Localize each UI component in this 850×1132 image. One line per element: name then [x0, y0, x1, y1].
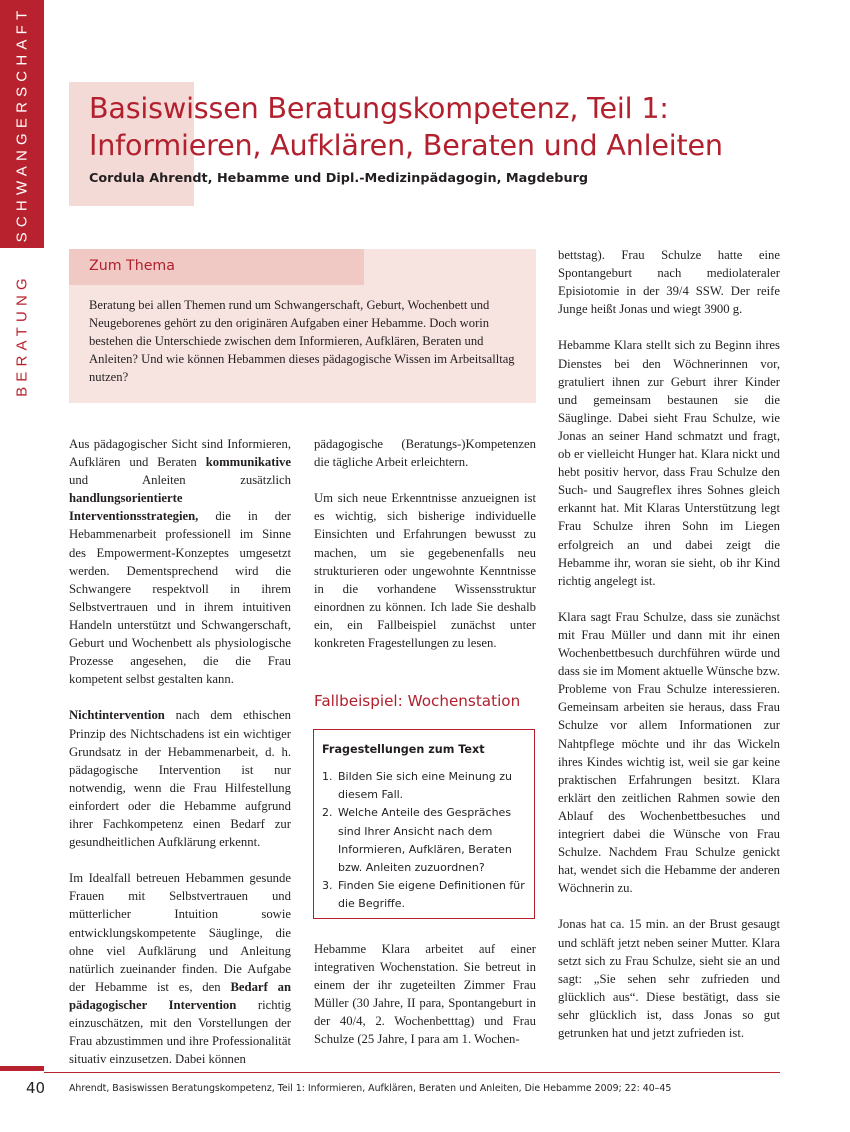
section-label-beratung: BERATUNG: [13, 273, 31, 397]
column-2-continued: [314, 940, 536, 1067]
text-run: und Anleiten zusätzlich: [69, 473, 291, 488]
paragraph: bettstag). Frau Schulze hatte eine Spontangeburt nach mediolateraler Episiotomie in der 39/4 SSW. Der reife Junge heißt Jonas und wiegt 3900 g.: [558, 248, 780, 317]
paragraph: [69, 706, 291, 851]
paragraph: Um sich neue Erkenntnisse anzueignen ist es wichtig, sich bisherige individuelle Einsichten und Erfahrungen bewusst zu machen, um sie gegebenenfalls neu strukturieren oder ungewohnte Kenntnisse in die vorhandene Wissensstruktur einordnen zu können. Ich lade Sie deshalb ein, ein Fallbeispiel zunächst unter konkreten Fragestellungen zu lesen.: [314, 491, 536, 651]
text-run: die in der Hebammenarbeit professionell im Sinne des Empowerment-Konzeptes umgesetzt werden. Dementsprechend wird die Schwangere respektvoll in ihrem Selbstvertrauen und in ihrem intuitiven Handeln unterstützt und Schwangerschaft, Geburt und Wochenbett als physiologische Prozesse angesehen, die die Frau kompetent selbst gestalten kann.: [69, 509, 291, 687]
zum-thema-heading: Zum Thema: [89, 258, 175, 274]
paragraph: [69, 435, 291, 688]
questions-title: Fragestellungen zum Text: [322, 743, 485, 756]
article-title-line1: Basiswissen Beratungskompetenz, Teil 1:: [89, 91, 669, 125]
paragraph: Jonas hat ca. 15 min. an der Brust gesaugt und schläft jetzt neben seiner Mutter. Klara setzt sich zu Frau Schulze, sieht sie an und sagt: „Sie sehen sehr zufrieden und glücklich aus“. Diese bestätigt, dass sie sehr glücklich ist, dass Jonas so gut getrunken hat und jetzt zufrieden ist.: [558, 917, 780, 1041]
text-run: richtig einzuschätzen, mit den Vorstellungen der Frau abzustimmen und ihre Professionalität situativ einzusetzen. Dabei können: [69, 997, 291, 1067]
paragraph: pädagogische (Beratungs-)Kompetenzen die tägliche Arbeit erleichtern.: [314, 437, 536, 470]
zum-thema-text: Beratung bei allen Themen rund um Schwangerschaft, Geburt, Wochenbett und Neugeborenes gehört zu den originären Aufgaben einer Hebamme. Doch worin bestehen die Unterschiede zwischen dem Informieren, Aufklären, Beraten und Anleiten? Und wie können Hebammen dieses pädagogische Wissen im Arbeitsalltag nutzen?: [89, 298, 515, 385]
paragraph: Hebamme Klara arbeitet auf einer integrativen Wochenstation. Sie betreut in einem der ihr zugeteilten Zimmer Frau Müller (30 Jahre, II para, Spontangeburt in der 40/4, 2. Wochenbetttag) und Frau Schulze (25 Jahre, I para am 1. Wochen-: [314, 942, 536, 1047]
column-2: [314, 435, 536, 670]
text-run: nach dem ethischen Prinzip des Nichtschadens ist ein wichtiger Grundsatz in der Hebammenarbeit, d. h. pädagogische Intervention ist nur notwendig, wenn die Frau Hilfestellung einfordert oder die Hebamme aufgrund ihrer Fachkompetenz einen Bedarf zur gesundheitlichen Aufklärung erkennt.: [69, 708, 291, 850]
questions-box: [313, 729, 535, 919]
question-text: Welche Anteile des Gespräches sind Ihrer Ansicht nach dem Informieren, Aufklären, Beraten bzw. Anleiten zuzuordnen?: [338, 806, 512, 875]
question-number: 2.: [322, 806, 333, 820]
question-number: 3.: [322, 879, 333, 893]
footer-tab: [0, 1066, 44, 1071]
question-item: [322, 877, 528, 913]
paragraph: Hebamme Klara stellt sich zu Beginn ihres Dienstes bei den Wöchnerinnen vor, gratuliert ihnen zur Geburt ihrer Kinder und gemeinsam bestaunen sie die Säuglinge. Dabei sieht Frau Schulze, wie Jonas an seiner Hand schmatzt und fragt, ob er vielleicht Hunger hat. Klara nickt und hebt positiv hervor, dass Frau Schulze den Such- und Saugreflex ihres Sohnes gleich erkannt hat. Mit Klaras Unterstützung legt Frau Schulze ihren Sohn im Liegen erfolgreich an und dabei zeigt die Hebamme ihr, woran sie sieht, ob ihr Kind richtig angelegt ist.: [558, 338, 780, 588]
footer-citation: Ahrendt, Basiswissen Beratungskompetenz, Teil 1: Informieren, Aufklären, Beraten und Anleiten, Die Hebamme 2009; 22: 40–45: [69, 1083, 672, 1094]
text-run: Im Idealfall betreuen Hebammen gesunde Frauen mit Selbstvertrauen und mütterlicher Intuition sowie entwicklungskompetente Säuglinge, die ohne viel Aufklärung und Anleitung natürlich zueinander finden. Die Aufgabe der Hebamme ist es, den: [69, 871, 291, 994]
question-item: [322, 768, 528, 804]
text-run: Aus pädagogischer Sicht sind Informieren, Aufklären und Beraten: [69, 437, 291, 470]
question-text: Bilden Sie sich eine Meinung zu diesem Fall.: [338, 770, 512, 802]
section-label-schwangerschaft: SCHWANGERSCHAFT: [13, 5, 31, 243]
article-title-line2: Informieren, Aufklären, Beraten und Anleiten: [89, 128, 723, 162]
column-3: [558, 246, 780, 1060]
fallbeispiel-heading: Fallbeispiel: Wochenstation: [314, 692, 521, 710]
paragraph: [69, 869, 291, 1068]
bold-term: kommunikative: [205, 455, 291, 470]
bold-term: Bedarf an pädagogischer Intervention: [69, 979, 291, 1012]
footer-rule: [44, 1072, 780, 1073]
paragraph: Klara sagt Frau Schulze, dass sie zunächst mit Frau Müller und dann mit ihr einen Wochenbettbesuch durchführen würde und dass sie im Moment aktuelle Wünsche bzw. Probleme von Frau Schulze interessieren. Gemeinsam arbeiten sie heraus, dass Frau Schulze vor allem Informationen zur Nahtpflege möchte und ihr das Wickeln ihres Kindes wichtig ist, weil sie gar keine praktischen Erfahrungen besitzt. Klara erklärt den zeitlichen Rahmen sowie den Ablauf des Wochenbettbesuches und integriert dabei die Wünsche von Frau Schulze. Nachdem Frau Schulze genickt hat, wendet sich die Hebamme der anderen Wöchnerin zu.: [558, 609, 780, 896]
section-band-bottom: [0, 262, 44, 408]
questions-list: [322, 768, 528, 914]
article-title: [89, 90, 723, 164]
author-line: Cordula Ahrendt, Hebamme und Dipl.-Medizinpädagogin, Magdeburg: [89, 171, 589, 186]
bold-term: Nichtintervention: [69, 708, 165, 723]
bold-term: handlungsorientierte Interventionsstrategien,: [69, 491, 199, 524]
question-number: 1.: [322, 770, 333, 783]
section-band-top: [0, 0, 44, 248]
page-number: 40: [26, 1079, 46, 1097]
column-1: [69, 435, 291, 1086]
question-item: [322, 804, 528, 877]
question-text: Finden Sie eigene Definitionen für die Begriffe.: [338, 879, 525, 911]
